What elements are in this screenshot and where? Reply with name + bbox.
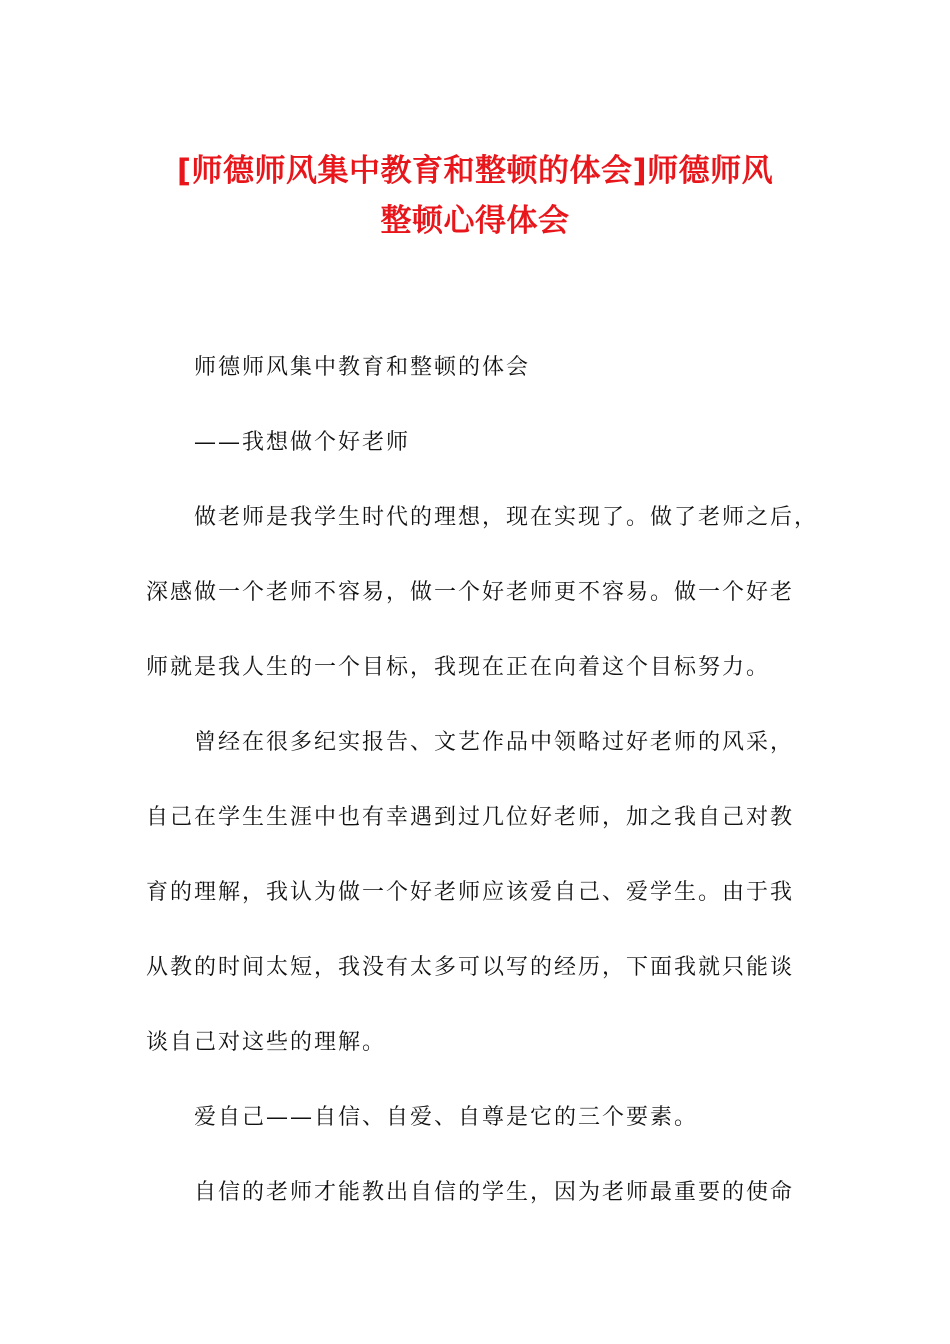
document-body [146, 330, 819, 1230]
paragraph-2-line-3: 育的理解，我认为做一个好老师应该爱自己、爱学生。由于我 [146, 880, 795, 905]
paragraph-2-line-1: 曾经在很多纪实报告、文艺作品中领略过好老师的风采， [194, 730, 795, 755]
subtitle-line: 师德师风集中教育和整顿的体会 [194, 355, 531, 380]
paragraph-1-line-2: 深感做一个老师不容易，做一个好老师更不容易。做一个好老 [146, 580, 795, 605]
paragraph-1-line-1: 做老师是我学生时代的理想，现在实现了。做了老师之后， [194, 505, 819, 530]
paragraph-1-line-3: 师就是我人生的一个目标，我现在正在向着这个目标努力。 [146, 655, 771, 680]
subtitle-dash-line: ——我想做个好老师 [194, 430, 411, 455]
paragraph-2-line-5: 谈自己对这些的理解。 [146, 1030, 387, 1055]
paragraph-2-line-4: 从教的时间太短，我没有太多可以写的经历，下面我就只能谈 [146, 955, 795, 980]
paragraph-4-line-1: 自信的老师才能教出自信的学生，因为老师最重要的使命 [194, 1180, 795, 1205]
paragraph-3-line-1: 爱自己——自信、自爱、自尊是它的三个要素。 [194, 1105, 699, 1130]
title-line-2: 整顿心得体会 [380, 203, 570, 239]
title-line-1: [师德师风集中教育和整顿的体会]师德师风 [176, 153, 774, 189]
paragraph-2-line-2: 自己在学生生涯中也有幸遇到过几位好老师，加之我自己对教 [146, 805, 795, 830]
document-title [100, 146, 850, 246]
